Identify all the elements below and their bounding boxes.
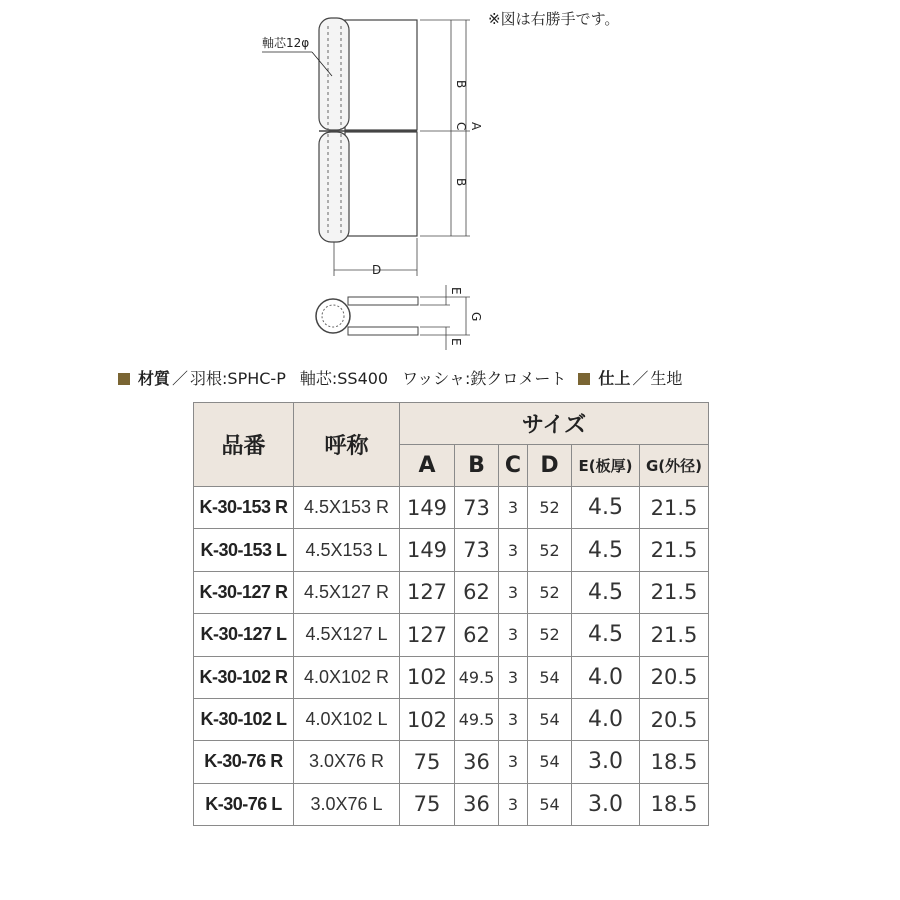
cell-c: 3 <box>499 741 528 783</box>
cell-g: 20.5 <box>640 656 709 698</box>
cell-d: 52 <box>528 614 572 656</box>
table-row <box>194 741 709 783</box>
top-view-leaf-lower <box>348 327 418 335</box>
bullet-square-icon <box>118 373 130 385</box>
cell-part-no: K-30-76 L <box>194 783 294 825</box>
washer-material-value: ワッシャ:鉄クロメート <box>402 369 567 388</box>
cell-d: 54 <box>528 698 572 740</box>
cell-c: 3 <box>499 698 528 740</box>
cell-a: 75 <box>400 741 455 783</box>
cell-g: 21.5 <box>640 571 709 613</box>
cell-a: 149 <box>400 487 455 529</box>
header-g: G(外径) <box>640 445 709 487</box>
cell-g: 18.5 <box>640 783 709 825</box>
cell-b: 49.5 <box>455 698 499 740</box>
cell-g: 21.5 <box>640 529 709 571</box>
dim-label-a: A <box>469 122 483 131</box>
header-b: B <box>455 445 499 487</box>
header-c: C <box>499 445 528 487</box>
cell-b: 62 <box>455 571 499 613</box>
hinge-knuckle-upper <box>319 18 349 130</box>
table-row <box>194 529 709 571</box>
cell-g: 18.5 <box>640 741 709 783</box>
cell-part-no: K-30-153 L <box>194 529 294 571</box>
shaft-label: 軸芯12φ <box>262 36 310 50</box>
cell-b: 62 <box>455 614 499 656</box>
hinge-knuckle-lower <box>319 132 349 242</box>
finish-label: 仕上 <box>598 369 631 388</box>
cell-nominal: 4.5X127 R <box>294 571 400 613</box>
dim-label-b-upper: B <box>454 80 468 89</box>
dim-label-e-top: E <box>449 287 463 295</box>
cell-e: 4.0 <box>572 656 640 698</box>
cell-c: 3 <box>499 487 528 529</box>
header-part-no: 品番 <box>194 403 294 487</box>
cell-a: 149 <box>400 529 455 571</box>
cell-nominal: 4.5X127 L <box>294 614 400 656</box>
cell-part-no: K-30-127 R <box>194 571 294 613</box>
cell-part-no: K-30-127 L <box>194 614 294 656</box>
cell-part-no: K-30-76 R <box>194 741 294 783</box>
top-view-leaf-upper <box>348 297 418 305</box>
cell-d: 52 <box>528 529 572 571</box>
cell-e: 4.0 <box>572 698 640 740</box>
cell-b: 73 <box>455 487 499 529</box>
header-a: A <box>400 445 455 487</box>
cell-a: 127 <box>400 571 455 613</box>
cell-nominal: 4.5X153 R <box>294 487 400 529</box>
dim-label-b-lower: B <box>454 178 468 187</box>
dim-label-e-bottom: E <box>449 338 463 346</box>
cell-b: 36 <box>455 783 499 825</box>
cell-c: 3 <box>499 529 528 571</box>
cell-nominal: 4.5X153 L <box>294 529 400 571</box>
top-view-shaft <box>322 305 344 327</box>
dim-label-g: G <box>469 312 483 322</box>
cell-e: 3.0 <box>572 741 640 783</box>
cell-g: 20.5 <box>640 698 709 740</box>
table-row <box>194 487 709 529</box>
cell-d: 54 <box>528 741 572 783</box>
cell-part-no: K-30-102 R <box>194 656 294 698</box>
cell-e: 4.5 <box>572 529 640 571</box>
header-nominal: 呼称 <box>294 403 400 487</box>
cell-e: 4.5 <box>572 614 640 656</box>
table-row <box>194 656 709 698</box>
cell-g: 21.5 <box>640 487 709 529</box>
cell-nominal: 3.0X76 R <box>294 741 400 783</box>
table-row <box>194 614 709 656</box>
cell-c: 3 <box>499 783 528 825</box>
cell-a: 102 <box>400 698 455 740</box>
table-row <box>194 571 709 613</box>
bullet-square-icon <box>578 373 590 385</box>
cell-c: 3 <box>499 614 528 656</box>
cell-part-no: K-30-153 R <box>194 487 294 529</box>
cell-nominal: 4.0X102 R <box>294 656 400 698</box>
cell-d: 52 <box>528 487 572 529</box>
handedness-note: ※図は右勝手です。 <box>488 10 620 28</box>
size-table <box>193 402 709 826</box>
spec-line <box>118 366 682 389</box>
cell-g: 21.5 <box>640 614 709 656</box>
separator: ／ <box>172 369 189 388</box>
cell-c: 3 <box>499 656 528 698</box>
cell-e: 4.5 <box>572 487 640 529</box>
cell-b: 73 <box>455 529 499 571</box>
cell-a: 127 <box>400 614 455 656</box>
cell-a: 75 <box>400 783 455 825</box>
hinge-drawing <box>0 0 900 360</box>
cell-b: 49.5 <box>455 656 499 698</box>
cell-e: 4.5 <box>572 571 640 613</box>
dim-label-c: C <box>454 122 468 131</box>
cell-nominal: 4.0X102 L <box>294 698 400 740</box>
table-body <box>194 487 709 826</box>
cell-nominal: 3.0X76 L <box>294 783 400 825</box>
cell-c: 3 <box>499 571 528 613</box>
cell-a: 102 <box>400 656 455 698</box>
dim-label-d: D <box>372 263 382 277</box>
table-row <box>194 783 709 825</box>
table-row <box>194 698 709 740</box>
cell-b: 36 <box>455 741 499 783</box>
separator: ／ <box>632 369 649 388</box>
material-label: 材質 <box>138 369 171 388</box>
hinge-leaf-lower <box>345 132 417 236</box>
shaft-material-value: 軸芯:SS400 <box>299 369 389 388</box>
hinge-leaf-upper <box>345 20 417 130</box>
cell-d: 54 <box>528 656 572 698</box>
cell-d: 52 <box>528 571 572 613</box>
cell-e: 3.0 <box>572 783 640 825</box>
header-size: サイズ <box>400 403 709 445</box>
cell-d: 54 <box>528 783 572 825</box>
material-value: 羽根:SPHC-P <box>190 369 286 388</box>
finish-value: 生地 <box>650 369 683 388</box>
header-e: E(板厚) <box>572 445 640 487</box>
header-d: D <box>528 445 572 487</box>
cell-part-no: K-30-102 L <box>194 698 294 740</box>
